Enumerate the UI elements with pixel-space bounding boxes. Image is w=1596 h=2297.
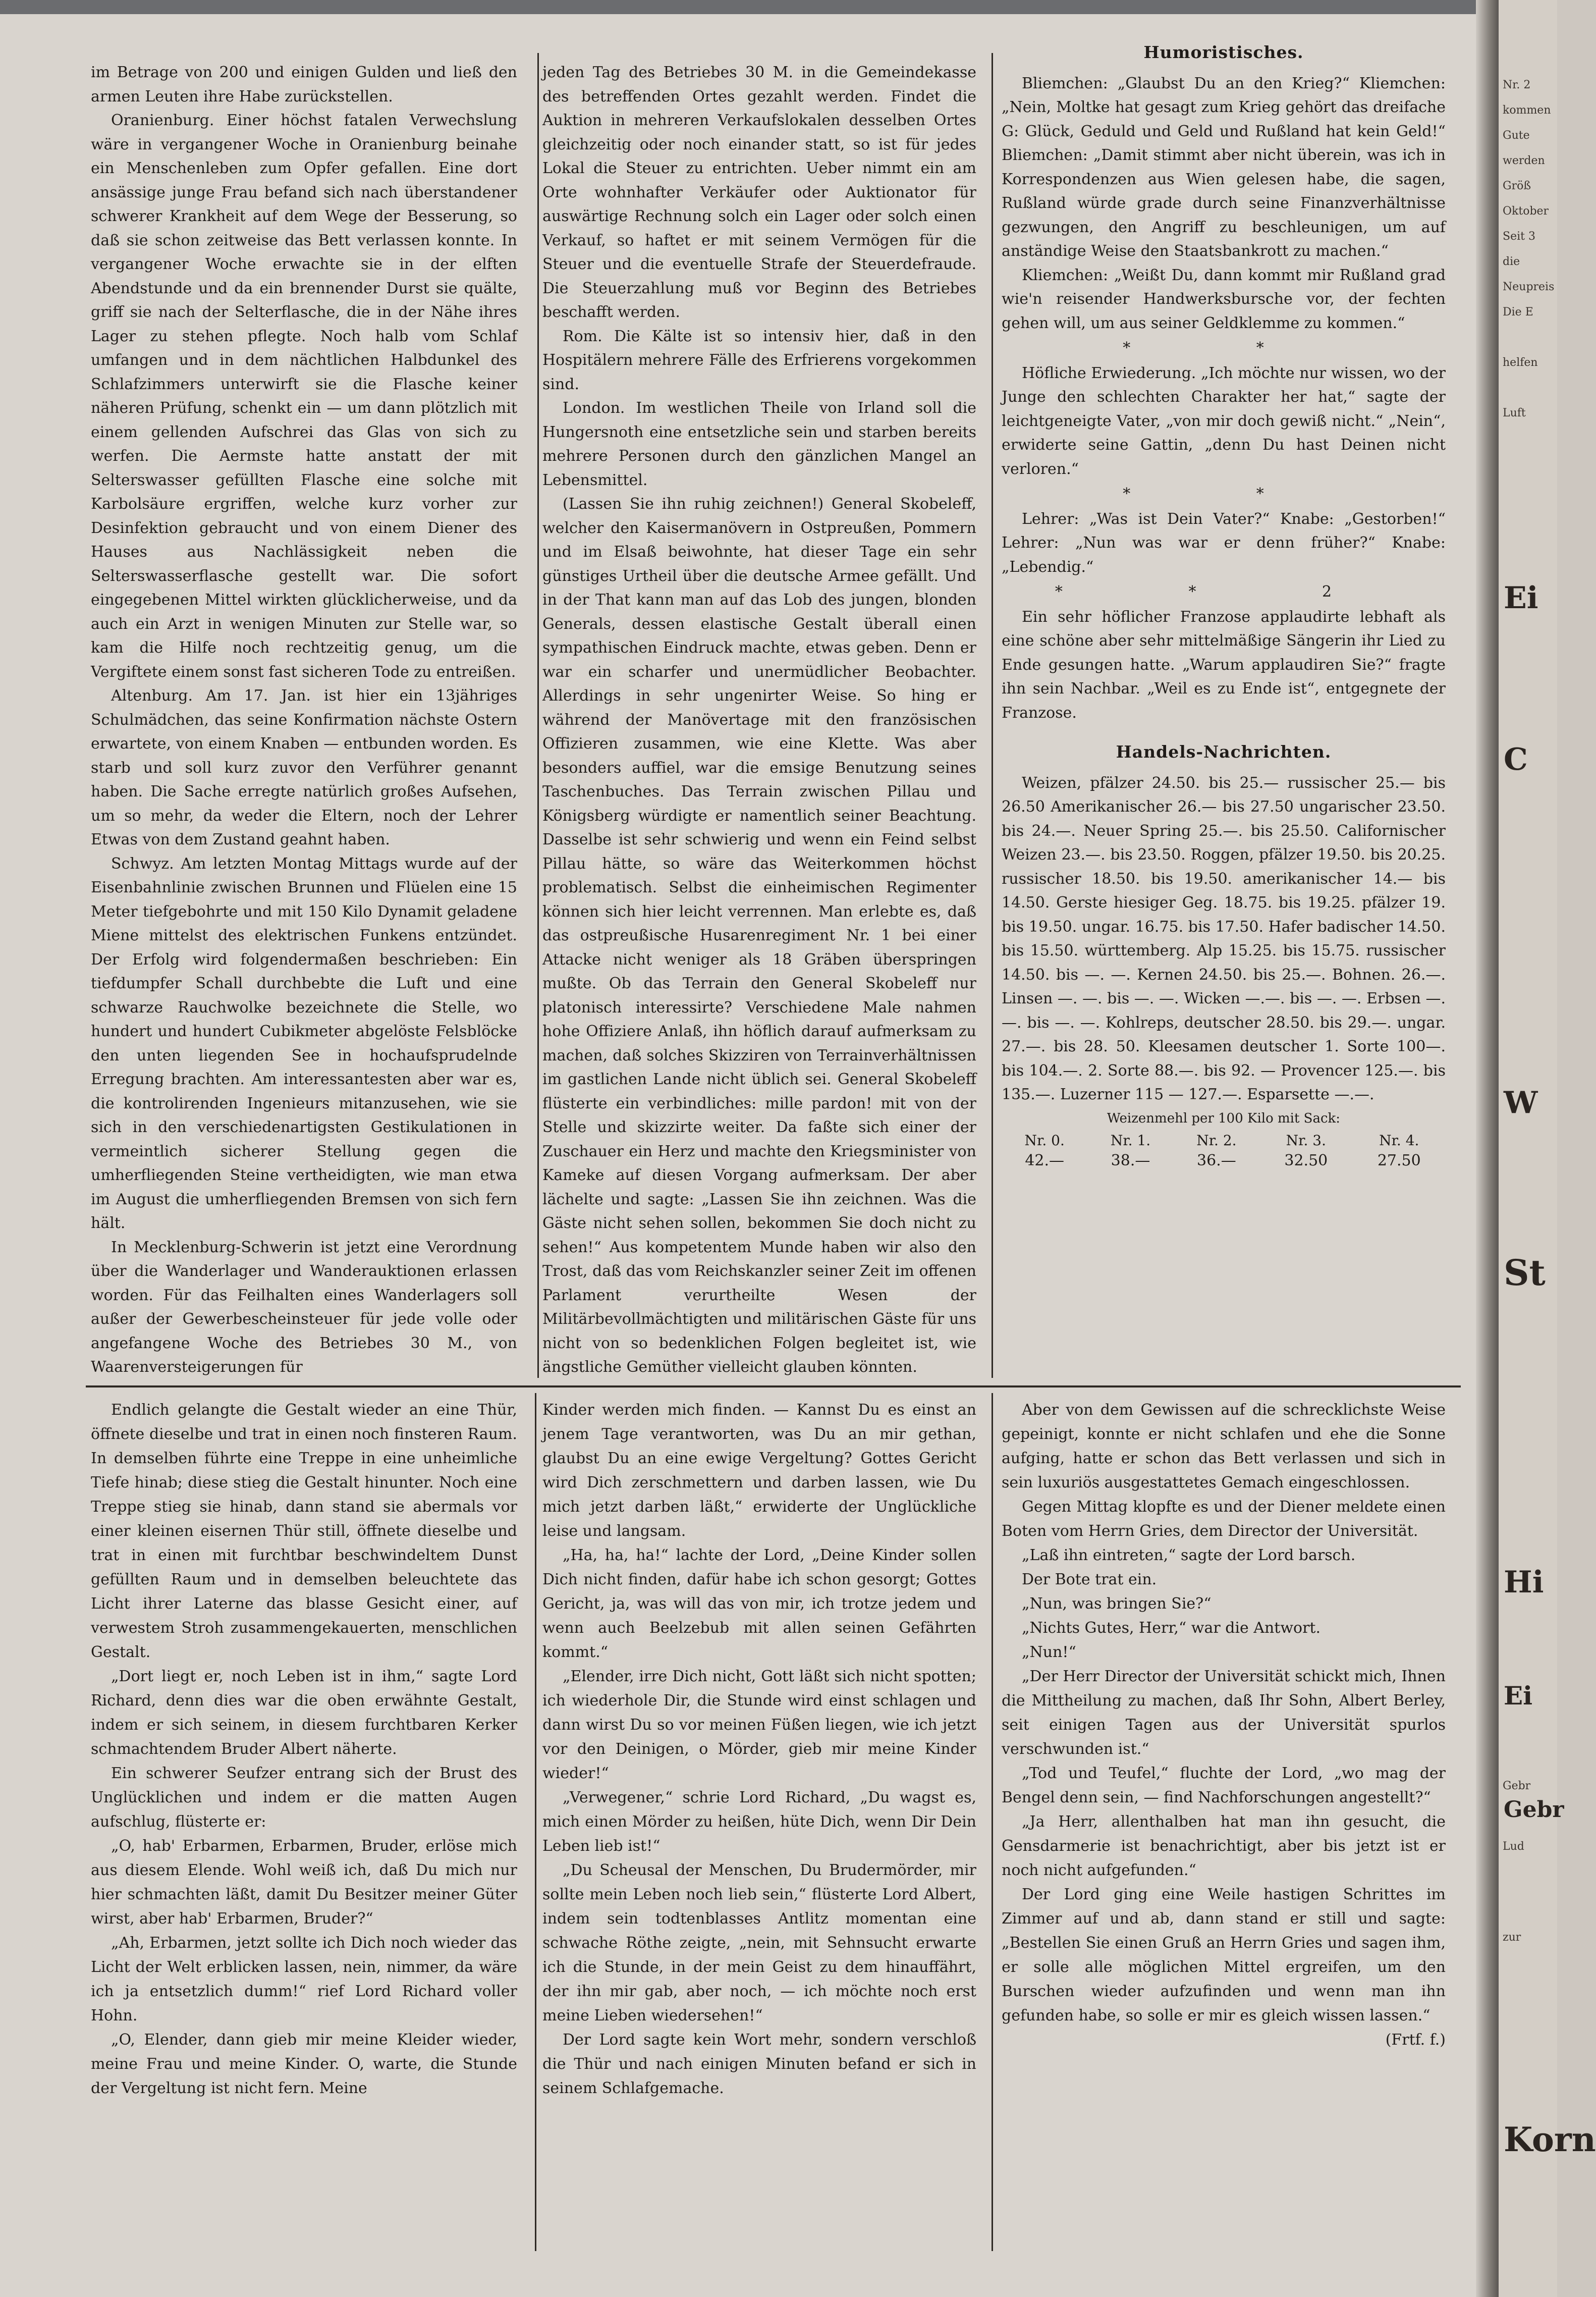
flour-title: Weizenmehl per 100 Kilo mit Sack: [1107,1110,1341,1126]
table-cell: 32.50 [1284,1152,1328,1169]
table-header: Nr. 1. [1110,1132,1151,1149]
fragment-text: Gute [1503,129,1530,142]
page-fold [1476,0,1499,2297]
section-title-trade: Handels-Nachrichten. [1116,742,1332,762]
story-text: „Tod und Teufel,“ fluchte der Lord, „wo mag der Bengel denn sein, — find Nachforschungen angestellt?“ [1002,1765,1446,1806]
table-cell: 27.50 [1377,1152,1421,1169]
ad-fragment: W [1504,1085,1538,1120]
fragment-text: kommen [1503,104,1551,117]
ad-fragment: Ei [1504,1681,1533,1711]
fragment-text: Lud [1503,1840,1524,1853]
column-rule [992,1393,993,2251]
fragment-text: helfen [1503,356,1538,369]
story-text: „Elender, irre Dich nicht, Gott läßt sich nicht spotten; ich wiederhole Dir, die Stunde wird einst schlagen und dann wirst Du so vor meinen Füßen liegen, wie ich jetzt vor den Deinigen, o Mörder, gieb mir meine Kinder wieder!“ [542,1668,976,1782]
fragment-text: Gebr [1503,1780,1531,1792]
table-row [1002,1151,1446,1171]
story-text: „Laß ihn eintreten,“ sagte der Lord barsch. [1022,1546,1356,1564]
joke: Kliemchen: „Weißt Du, dann kommt mir Rußland grad wie'n reisender Handwerksbursche vor, der fechten gehen will, um aus seiner Geldklemme zu kommen.“ [1002,266,1446,332]
story-text: Ein schwerer Seufzer entrang sich der Brust des Unglücklichen und indem er die matten Augen aufschlug, flüsterte er: [91,1765,517,1831]
story-text: Der Lord ging eine Weile hastigen Schrittes im Zimmer auf und ab, dann stand er still und sagte: „Bestellen Sie einen Gruß an Herrn Gries und sagen ihm, er solle alle möglichen Mittel ergreifen, um den Burschen wieder aufzufinden und wenn man ihn gefunden habe, so solle er mir es gleich wissen lassen.“ [1002,1886,1446,2024]
fragment-text: zur [1503,1931,1521,1944]
story-text: Endlich gelangte die Gestalt wieder an eine Thür, öffnete dieselbe und trat in einen noch finsteren Raum. In demselben führte eine Treppe in eine unheimliche Tiefe hinab; diese stieg die Gestalt hinunter. Noch eine Treppe stieg sie hinab, dann stand sie abermals vor einer kleinen eisernen Thür still, öffnete dieselbe und trat in einen mit furchtbar beschwindeltem Dunst gefüllten Raum und in demselben beleuchtete das Licht ihrer Laterne das blasse Gesicht einer, auf verwestem Stroh zusammengekauerten, menschlichen Gestalt. [91,1401,517,1661]
article-text: jeden Tag des Betriebes 30 M. in die Gemeindekasse des betreffenden Ortes gezahlt werden. Findet die Auktion in mehreren Verkaufslokalen desselben Ortes gleichzeitig oder noch einander statt, so ist für jedes Lokal die Steuer zu entrichten. Ueber nimmt ein am Orte wohnhafter Verkäufer oder Auktionator für auswärtige Rechnung solch ein Lager oder solch einen Verkauf, so haftet er mit seinem Vermögen für die Steuer und die eventuelle Strafe der Steuerdefraude. Die Steuerzahlung muß vor Beginn des Betriebes beschafft werden. [542,64,976,321]
separator-stars [1002,580,1446,604]
fragment-text: Oktober [1503,205,1549,218]
joke: Lehrer: „Was ist Dein Vater?“ Knabe: „Gestorben!“ Lehrer: „Nun was war er denn früher?“ Knabe: „Lebendig.“ [1002,510,1446,576]
trade-prices: Weizen, pfälzer 24.50. bis 25.— russischer 25.— bis 26.50 Amerikanischer 26.— bis 27.50 ungarischer 23.50. bis 24.—. Neuer Spring 25.—. bis 25.50. Californischer Weizen 23.—. bis 23.50. Roggen, pfälzer 19.50. bis 20.25. russischer 18.50. bis 19.50. amerikanischer 14.— bis 14.50. Gerste hiesiger Geg. 18.75. bis 19.25. pfälzer 19. bis 19.50. ungar. 16.75. bis 17.50. Hafer badischer 14.50. bis 15.50. württemberg. Alp 15.25. bis 15.75. russischer 14.50. bis —. —. Kernen 24.50. bis 25.—. Bohnen. 26.—. Linsen —. —. bis —. —. Wicken —.—. bis —. —. Erbsen —. —. bis —. —. Kohlreps, deutscher 28.50. bis 29.—. ungar. 27.—. bis 28. 50. Kleesamen deutscher 1. Sorte 100—. bis 104.—. 2. Sorte 88.—. bis 92. — Provencer 125.—. bis 135.—. Luzerner 115 — 127.—. Esparsette —.—. [1002,774,1446,1103]
table-cell: 38.— [1111,1152,1150,1169]
fragment-text: die [1503,255,1520,268]
separator-stars: * * [1123,339,1325,357]
flour-price-table [1002,1131,1446,1171]
table-header: Nr. 4. [1379,1132,1419,1149]
story-text: „Ah, Erbarmen, jetzt sollte ich Dich noch wieder das Licht der Welt erblicken lassen, nein, nimmer, da wäre ich ja entsetzlich dumm!“ rief Lord Richard voller Hohn. [91,1934,517,2024]
table-header: Nr. 2. [1196,1132,1237,1149]
story-text: Kinder werden mich finden. — Kannst Du es einst an jenem Tage verantworten, was Du an mir gethan, glaubst Du an eine ewige Vergeltung? Gottes Gericht wird Dich zerschmettern und darben lassen, wie Du mich jetzt darben läßt,“ erwiderte der Unglückliche leise und langsam. [542,1401,976,1540]
joke: Höfliche Erwiederung. „Ich möchte nur wissen, wo der Junge den schlechten Charakter her hat,“ sagte der leichtgeneigte Vater, „von mir doch gewiß nicht.“ „Nein“, erwiderte seine Gattin, „denn Du hast Deinen nicht verloren.“ [1002,364,1446,478]
section-title-humor: Humoristisches. [1143,42,1304,62]
article-mecklenburg: In Mecklenburg-Schwerin ist jetzt eine Verordnung über die Wanderlager und Wanderauktionen erlassen worden. Für das Feilhalten eines Wanderlagers soll außer der Gewerbescheinsteuer für jede volle oder angefangene Woche des Betriebes 30 M., von Waarenversteigerungen für [91,1238,517,1376]
ad-fragment: Ei [1504,580,1538,616]
article-rom: Rom. Die Kälte ist so intensiv hier, daß in den Hospitälern mehrere Fälle des Erfrierens vorgekommen sind. [542,327,976,393]
story-text: Aber von dem Gewissen auf die schrecklichste Weise gepeinigt, konnte er nicht schlafen und ehe die Sonne aufging, hatte er schon das Bett verlassen und sich in sein luxuriös ausgestattetes Gemach eingeschlossen. [1002,1401,1446,1491]
fragment-text: Seit 3 [1503,230,1535,243]
fragment-text: werden [1503,154,1545,167]
bottom-column-2 [542,1398,976,2101]
story-text: Der Lord sagte kein Wort mehr, sondern verschloß die Thür und nach einigen Minuten befand er sich in seinem Schlafgemache. [542,2031,976,2097]
fragment-text: Die E [1503,306,1533,318]
story-text: „Nichts Gutes, Herr,“ war die Antwort. [1022,1619,1321,1637]
continuation-note: (Frtf. f.) [1385,2031,1446,2049]
table-header: Nr. 0. [1024,1132,1065,1149]
joke: Bliemchen: „Glaubst Du an den Krieg?“ Kliemchen: „Nein, Moltke hat gesagt zum Krieg gehört das dreifache G: Glück, Geduld und Geld und Rußland hat kein Geld!“ Bliemchen: „Damit stimmt aber nicht überein, was ich in Korrespondenzen aus Wien gelesen habe, die sagen, Rußland würde grade durch seine Finanzverhältnisse gezwungen, den Angriff zu beschleunigen, um auf anständige Weise den Staatsbankrott zu machen.“ [1002,74,1446,260]
adjacent-page-strip [1499,0,1596,2297]
top-column-2 [542,61,976,1379]
column-rule [537,53,539,1378]
bottom-column-1 [91,1398,517,2101]
story-text: „O, hab' Erbarmen, Erbarmen, Bruder, erlöse mich aus diesem Elende. Wohl weiß ich, daß Du mich nur hier schmachten läßt, damit Du Besitzer meiner Güter wirst, aber hab' Erbarmen, Bruder?“ [91,1837,517,1928]
fragment-text: Größ [1503,180,1531,192]
bottom-column-3 [1002,1398,1446,2052]
story-text: „O, Elender, dann gieb mir meine Kleider wieder, meine Frau und meine Kinder. O, warte, die Stunde der Vergeltung ist nicht fern. Meine [91,2031,517,2097]
story-text: „Ja Herr, allenthalben hat man ihn gesucht, die Gensdarmerie ist benachrichtigt, aber bis jetzt ist er noch nicht aufgefunden.“ [1002,1813,1446,1879]
story-text: „Nun!“ [1022,1643,1076,1661]
article-skobeleff: (Lassen Sie ihn ruhig zeichnen!) General Skobeleff, welcher den Kaisermanövern in Ostpreußen, Pommern und im Elsaß beiwohnte, hat dieser Tage ein sehr günstiges Urtheil über die deutsche Armee gefällt. Und in der That kann man auf das Lob des jungen, blonden Generals, dessen elastische Gestalt überall einen sympathischen Eindruck machte, etwas geben. Denn er war ein scharfer und unermüdlicher Beobachter. Allerdings in sehr ungenirter Weise. So hing er während der Manövertage mit den französischen Offizieren zusammen, wie eine Klette. Was aber besonders auffiel, war die emsige Benutzung seines Taschenbuches. Das Terrain zwischen Pillau und Königsberg würdigte er namentlich seiner Beachtung. Dasselbe ist sehr schwierig und wenn ein Feind selbst Pillau hätte, so wäre das Weiterkommen höchst problematisch. Selbst die einheimischen Regimenter können sich hier leicht verrennen. Man erlebte es, daß das ostpreußische Husarenregiment Nr. 1 bei einer Attacke nicht weniger als 18 Gräben überspringen mußte. Ob das Terrain den General Skobeleff nur platonisch interessirte? Verschiedene Male nahmen hohe Offiziere Anlaß, ihn höflich darauf aufmerksam zu machen, daß solches Skizziren von Terrainverhältnissen im gastlichen Lande nicht üblich sei. General Skobeleff flüsterte ein verbindliches: mille pardon! mit von der Stelle und skizzirte weiter. Da faßte sich einer der Zuschauer ein Herz und machte den Kriegsminister von Kameke auf diesen Vorgang aufmerksam. Der aber lächelte und sagte: „Lassen Sie ihn zeichnen. Was die Gäste nicht sehen sollen, bekommen Sie doch nicht zu sehen!“ Aus kompetentem Munde haben wir also den Trost, daß das vom Reichskanzler seiner Zeit im offenen Parlament verurtheilte Wesen der Militärbevollmächtigten und militärischen Gäste für uns nicht von so bedenklichen Folgen begleitet ist, wie ängstliche Gemüther vielleicht glauben könnten. [542,495,976,1376]
joke: Ein sehr höflicher Franzose applaudirte lebhaft als eine schöne aber sehr mittelmäßige Sängerin ihr Lied zu Ende gesungen hatte. „Warum applaudiren Sie?“ fragte ihn sein Nachbar. „Weil es zu Ende ist“, entgegnete der Franzose. [1002,608,1446,722]
fragment-text: Neupreis [1503,281,1555,293]
ad-fragment: Korn [1504,2120,1596,2159]
table-header: Nr. 3. [1286,1132,1326,1149]
separator-stars: * * [1123,485,1325,503]
story-text: „Verwegener,“ schrie Lord Richard, „Du wagst es, mich einen Mörder zu heißen, hüte Dich, wenn Dir Dein Leben lieb ist!“ [542,1789,976,1855]
story-text: „Der Herr Director der Universität schickt mich, Ihnen die Mittheilung zu machen, daß Ihr Sohn, Albert Berley, seit einigen Tagen aus der Universität spurlos verschwunden ist.“ [1002,1668,1446,1758]
scan-top-edge [0,0,1491,14]
top-column-3 [1002,40,1446,1171]
ad-fragment: C [1504,742,1528,777]
story-text: „Du Scheusal der Menschen, Du Brudermörder, mir sollte mein Leben noch lieb sein,“ flüsterte Lord Albert, indem sein todtenblasses Antlitz momentan eine schwache Röthe zeigte, „nein, mit Sehnsucht erwarte ich die Stunde, in der mein Geist zu dem hinauffährt, der ihn mir gab, aber noch, — ich möchte noch erst meine Lieben wiedersehen!“ [542,1861,976,2024]
table-header-row [1002,1131,1446,1151]
article-oranienburg: Oranienburg. Einer höchst fatalen Verwechslung wäre in vergangener Woche in Oranienburg beinahe ein Menschenleben zum Opfer gefallen. Eine dort ansässige junge Frau befand sich nach überstandener schwerer Krankheit auf dem Wege der Besserung, so daß sie schon zeitweise das Bett verlassen konnte. In vergangener Woche erwachte sie in der elften Abendstunde und da ein brennender Durst sie quälte, griff sie nach der Selterflasche, die in der Nähe ihres Lager zu stehen pflegte. Noch halb vom Schlaf umfangen und in dem nächtlichen Halbdunkel des Schlafzimmers unterwirft sie die Flasche keiner näheren Prüfung, schenkt ein — um dann plötzlich mit einem gellenden Aufschrei das Glas von sich zu werfen. Die Aermste hatte anstatt der mit Selterswasser gefüllten Flasche eine solche mit Karbolsäure ergriffen, welche kurz vorher zur Desinfektion gebraucht und von einem Diener des Hauses aus Nachlässigkeit neben die Selterswasserflasche gestellt war. Die sofort eingegebenen Mittel wirkten glücklicherweise, und da auch ein Arzt in wenigen Minuten zur Stelle war, so kam die Hilfe noch rechtzeitig genug, um die Vergiftete einem sonst fast sicheren Tode zu entreißen. [91,112,517,681]
ad-fragment: St [1504,1252,1546,1294]
article-text: im Betrage von 200 und einigen Gulden und ließ den armen Leuten ihre Habe zurückstellen. [91,64,517,105]
fragment-text: Nr. 2 [1503,79,1531,91]
star-number: 2 [1322,583,1393,601]
column-rule [535,1393,536,2251]
story-text: „Dort liegt er, noch Leben ist in ihm,“ sagte Lord Richard, denn dies war die oben erwähnte Gestalt, indem er sich seinem, in diesem furchtbaren Kerker schmachtendem Bruder Albert näherte. [91,1668,517,1758]
story-text: Der Bote trat ein. [1022,1571,1157,1588]
ad-fragment: Gebr [1504,1797,1564,1823]
stars: * * [1055,583,1257,601]
table-cell: 42.— [1025,1152,1065,1169]
top-column-1 [91,61,517,1379]
column-rule [992,53,993,1378]
article-london: London. Im westlichen Theile von Irland soll die Hungersnoth eine entsetzliche sein und starben bereits mehrere Personen durch den gänzlichen Mangel an Lebensmittel. [542,399,976,489]
section-divider [86,1385,1461,1387]
article-schwyz: Schwyz. Am letzten Montag Mittags wurde auf der Eisenbahnlinie zwischen Brunnen und Flüelen eine 15 Meter tiefgebohrte und mit 150 Kilo Dynamit geladene Miene mittelst des elektrischen Funkens entzündet. Der Erfolg wird folgendermaßen beschrieben: Ein tiefdumpfer Schall durchbebte die Luft und eine schwarze Rauchwolke bezeichnete die Stelle, wo hundert und hundert Cubikmeter abgelöste Felsblöcke den unten liegenden See in hochaufsprudelnde Erregung brachten. Am interessantesten aber war es, die kontrolirenden Ingenieurs mitanzusehen, wie sie sich in den verschiedenartigsten Gestikulationen in vermeintlich sicherer Stellung gegen die umherfliegenden Steine vertheidigten, wie man etwa im August die umherfliegenden Bremsen von sich fern hält. [91,854,517,1232]
story-text: Gegen Mittag klopfte es und der Diener meldete einen Boten vom Herrn Gries, dem Director der Universität. [1002,1498,1446,1540]
story-text: „Nun, was bringen Sie?“ [1022,1595,1212,1613]
fragment-text: Luft [1503,407,1526,419]
table-cell: 36.— [1197,1152,1236,1169]
article-altenburg: Altenburg. Am 17. Jan. ist hier ein 13jähriges Schulmädchen, das seine Konfirmation nächste Ostern erwartete, von einem Knaben — entbunden worden. Es starb und soll kurz zuvor den Verführer genannt haben. Die Sache erregte natürlich großes Aufsehen, um so mehr, da weder die Eltern, noch der Lehrer Etwas von dem Zustand geahnt haben. [91,687,517,848]
story-text: „Ha, ha, ha!“ lachte der Lord, „Deine Kinder sollen Dich nicht finden, dafür habe ich schon gesorgt; Gottes Gericht, ja, was will das von mir, ich trotze jedem und wenn auch Beelzebub mit allen seinen Gefährten kommt.“ [542,1546,976,1661]
ad-fragment: Hi [1504,1565,1544,1600]
